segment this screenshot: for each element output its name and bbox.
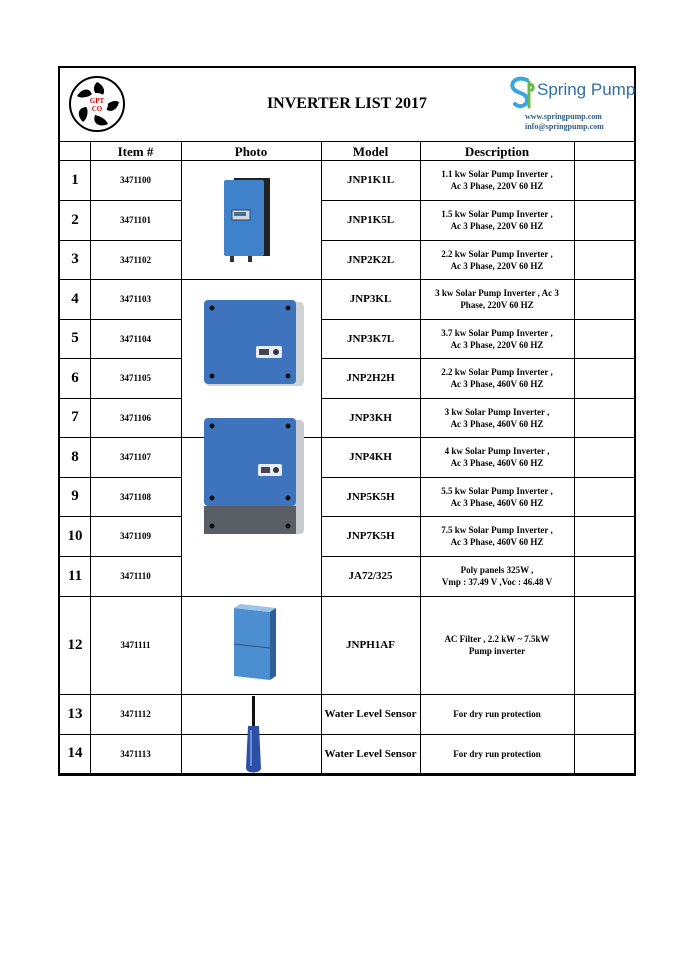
row-divider [60, 773, 634, 774]
row-number: 12 [67, 636, 83, 653]
column-divider [181, 142, 182, 774]
column-header: Item # [117, 144, 154, 159]
small-inverter-photo [220, 176, 272, 262]
model-name: JNP4KH [349, 451, 392, 463]
description: For dry run protection [453, 748, 541, 759]
model-name: JNP3KH [349, 411, 392, 424]
description: Poly panels 325W , Vmp : 37.49 V ,Voc : 46.48 V [441, 565, 553, 587]
item-number: 3471112 [120, 709, 151, 719]
page-title: INVERTER LIST 2017 [266, 95, 428, 112]
inverter-list-sheet [58, 66, 636, 776]
description: 2.2 kw Solar Pump Inverter , Ac 3 Phase, 460V 60 HZ [441, 367, 553, 389]
item-number: 3471110 [120, 571, 151, 581]
row-number: 1 [71, 171, 79, 188]
row-number: 2 [71, 211, 79, 228]
row-number: 8 [71, 448, 79, 465]
model-name: JA72/325 [348, 570, 393, 582]
description: AC Filter , 2.2 kW ~ 7.5kW Pump inverter [444, 634, 550, 656]
item-number: 3471108 [119, 491, 151, 502]
item-number: 3471104 [119, 333, 151, 344]
brand-website: www.springpump.com [525, 112, 602, 121]
column-header: Photo [234, 144, 268, 159]
large-inverter-photo [202, 416, 306, 538]
model-name: Water Level Sensor [324, 708, 417, 720]
model-name: JNP1K5L [346, 214, 395, 226]
description: 1.1 kw Solar Pump Inverter , Ac 3 Phase, 220V 60 HZ [441, 169, 553, 191]
description: 3.7 kw Solar Pump Inverter , Ac 3 Phase, 220V 60 HZ [441, 327, 553, 350]
row-number: 7 [71, 409, 79, 425]
item-number: 3471105 [119, 373, 151, 383]
water-level-sensor-photo [244, 696, 264, 776]
row-number: 11 [67, 567, 83, 584]
svg-text:GPT: GPT [89, 97, 105, 105]
item-number: 3471100 [119, 175, 151, 185]
description: 1.5 kw Solar Pump Inverter , Ac 3 Phase, 220V 60 HZ [441, 209, 553, 231]
item-number: 3471113 [120, 748, 151, 759]
model-name: JNP3K7L [346, 332, 395, 345]
model-name: JNP7K5H [346, 530, 395, 542]
item-number: 3471103 [119, 294, 151, 304]
model-name: Water Level Sensor [324, 747, 417, 760]
row-number: 10 [67, 527, 83, 544]
column-header: Description [464, 144, 530, 159]
row-number: 6 [71, 369, 79, 386]
item-number: 3471109 [119, 531, 151, 541]
description: 3 kw Solar Pump Inverter , Ac 3 Phase, 220V 60 HZ [435, 288, 559, 310]
item-number: 3471106 [119, 412, 151, 423]
medium-inverter-photo [202, 298, 306, 390]
row-number: 5 [71, 330, 79, 346]
svg-text:CO: CO [91, 105, 103, 113]
sheet-header [60, 68, 634, 142]
description: 5.5 kw Solar Pump Inverter , Ac 3 Phase, 460V 60 HZ [441, 485, 553, 508]
ac-filter-photo [224, 604, 280, 684]
row-number: 9 [71, 488, 79, 504]
spring-pump-emblem-icon [507, 74, 537, 110]
spring-pump-logo [507, 74, 636, 136]
model-name: JNP5K5H [346, 490, 395, 503]
description: 7.5 kw Solar Pump Inverter , Ac 3 Phase, 460V 60 HZ [441, 525, 553, 547]
model-name: JNP2K2L [346, 253, 395, 266]
row-number: 13 [67, 705, 83, 722]
column-header: Model [352, 144, 389, 159]
brand-name: Spring Pump [537, 80, 636, 99]
model-name: JNP3KL [349, 293, 392, 305]
description: 4 kw Solar Pump Inverter , Ac 3 Phase, 460V 60 HZ [444, 446, 550, 468]
item-number: 3471102 [119, 254, 151, 265]
model-name: JNP1K1L [346, 174, 395, 186]
row-number: 14 [67, 745, 83, 761]
column-divider [574, 142, 575, 774]
item-number: 3471107 [119, 452, 151, 462]
model-name: JNP2H2H [346, 372, 395, 384]
item-number: 3471101 [119, 215, 151, 225]
description: 2.2 kw Solar Pump Inverter , Ac 3 Phase, 220V 60 HZ [441, 248, 553, 271]
row-number: 4 [71, 290, 79, 307]
description: 3 kw Solar Pump Inverter , Ac 3 Phase, 460V 60 HZ [444, 406, 550, 429]
row-number: 3 [71, 251, 79, 267]
description: For dry run protection [453, 709, 541, 719]
brand-email: info@springpump.com [525, 122, 604, 131]
item-number: 3471111 [120, 640, 151, 650]
model-name: JNPH1AF [346, 639, 395, 651]
